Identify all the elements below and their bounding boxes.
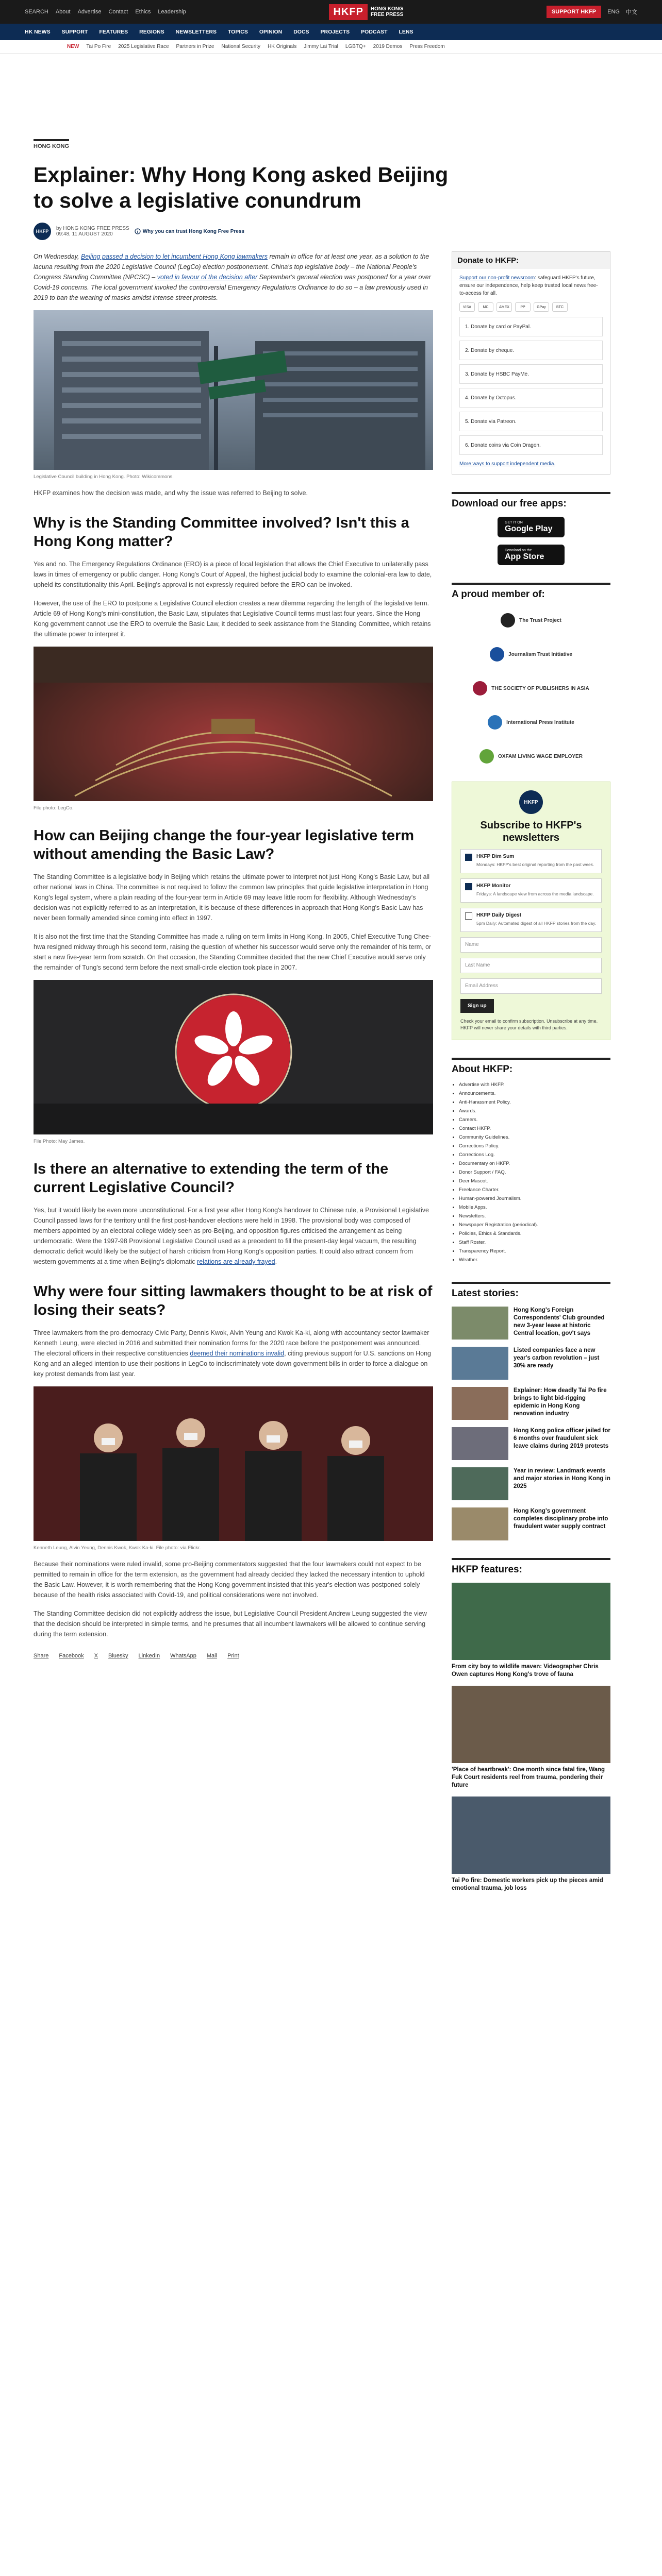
trending-item[interactable]: Jimmy Lai Trial — [304, 44, 338, 49]
nav-item[interactable]: PODCAST — [361, 29, 388, 35]
paypal-icon: PP — [515, 302, 531, 312]
article-body — [34, 251, 433, 1892]
leadership-link[interactable]: Leadership — [158, 9, 186, 15]
about-heading: About HKFP: — [452, 1058, 610, 1075]
option-name: HKFP Daily Digest — [476, 912, 522, 918]
story-title[interactable]: Year in review: Landmark events and major stories in Hong Kong in 2025 — [514, 1468, 610, 1489]
logo-line-2: FREE PRESS — [370, 12, 404, 18]
store-name: App Store — [505, 552, 544, 561]
email-input[interactable]: Email Address — [460, 978, 602, 994]
feature-image — [452, 1583, 610, 1660]
donate-text — [459, 274, 603, 297]
donate-option[interactable]: 2. Donate by cheque. — [459, 341, 603, 360]
share-mail[interactable]: Mail — [206, 1653, 218, 1659]
trending-item[interactable]: Press Freedom — [409, 44, 445, 49]
mastercard-icon: MC — [478, 302, 493, 312]
decision-link[interactable]: Beijing passed a decision to let incumbent Hong Kong lawmakers — [80, 253, 268, 260]
donate-option[interactable]: 6. Donate coins via Coin Dragon. — [459, 435, 603, 455]
section-heading: Why were four sitting lawmakers thought to be at risk of losing their seats? — [34, 1283, 433, 1318]
checkbox-checked[interactable] — [465, 854, 472, 861]
nav-item[interactable]: DOCS — [293, 29, 309, 35]
about-link[interactable]: • Careers. — [459, 1115, 610, 1124]
trending-item[interactable]: 2019 Demos — [373, 44, 403, 49]
story-title[interactable]: Hong Kong's Foreign Correspondents' Club grounded new 3-year lease at historic Central location, gov't says — [514, 1307, 605, 1336]
section-heading: Why is the Standing Committee involved? Isn't this a Hong Kong matter? — [34, 515, 409, 550]
about-link[interactable]: • Donor Support / FAQ. — [459, 1168, 610, 1177]
paragraph-text: Yes, but it would likely be even more unconstitutional. For a first year after Hong Kong's handover to Chinese rule, a Provisional Legislative Council passed laws for the territory until the first post-handover elections were held in 1998. The provisional body was composed of members appointed by an electoral college widely seen as pro-Beijing, and opposition figures criticised the arrangement as being undemocratic. Were the 1997-98 Provisional Legislative Council used as a precedent to fill the present-day legal vacuum, the resulting democratic deficit would likely be the subject of harsh criticism from Hong Kong's opposition parties. It could also attract concern from western governments at a time when Beijing's diplomatic — [34, 1207, 429, 1265]
member-name: OXFAM LIVING WAGE EMPLOYER — [498, 753, 583, 759]
story-title[interactable]: Explainer: How deadly Tai Po fire brings to light bid-rigging epidemic in Hong Kong renovation industry — [514, 1387, 607, 1417]
feature-item[interactable] — [452, 1797, 610, 1892]
section-heading: How can Beijing change the four-year legislative term without amending the Basic Law? — [34, 827, 415, 862]
visa-icon: VISA — [459, 302, 475, 312]
newsletter-logo: HKFP — [519, 790, 543, 814]
store-name: Google Play — [505, 524, 553, 533]
first-name-input[interactable]: Name — [460, 937, 602, 953]
photo-caption: File photo: LegCo. — [34, 805, 74, 811]
article-title: Explainer: Why Hong Kong asked Beijing to solve a legislative conundrum — [34, 163, 449, 212]
story-title[interactable]: Listed companies face a new year's carbon revolution – just 30% are ready — [514, 1347, 600, 1369]
story-title[interactable]: Hong Kong police officer jailed for 6 months over fraudulent sick leave claims during 2019 protests — [514, 1428, 610, 1449]
gpay-icon: GPay — [534, 302, 549, 312]
utility-links — [25, 9, 186, 15]
trust-link-label: Why you can trust Hong Kong Free Press — [142, 228, 244, 234]
trust-project-icon — [501, 613, 515, 628]
lead-text: On Wednesday, — [34, 253, 81, 260]
share-whatsapp[interactable]: WhatsApp — [170, 1653, 196, 1659]
option-name: HKFP Dim Sum — [476, 854, 515, 859]
logo-line-1: HONG KONG — [370, 6, 403, 12]
nav-item[interactable]: NEWSLETTERS — [175, 29, 217, 35]
member-name: Journalism Trust Initiative — [508, 651, 572, 657]
payment-icons — [459, 302, 603, 312]
share-linkedin[interactable]: LinkedIn — [138, 1653, 160, 1659]
trending-item[interactable]: HK Originals — [268, 44, 297, 49]
story-thumbnail — [452, 1467, 508, 1500]
option-desc: 5pm Daily: Automated digest of all HKFP stories from the day. — [476, 921, 597, 926]
nav-item[interactable]: FEATURES — [99, 29, 128, 35]
more-ways-link[interactable]: More ways to support independent media. — [459, 461, 556, 467]
newsletter-option[interactable] — [460, 878, 602, 903]
lang-zh[interactable]: 中文 — [626, 9, 637, 15]
checkbox-checked[interactable] — [465, 883, 472, 890]
app-store-button[interactable] — [498, 545, 565, 565]
latest-heading: Latest stories: — [452, 1282, 610, 1299]
about-link[interactable]: • Community Guidelines. — [459, 1133, 610, 1142]
donate-option[interactable]: 3. Donate by HSBC PayMe. — [459, 364, 603, 384]
newsletter-title: Subscribe to HKFP's newsletters — [480, 820, 582, 843]
feature-item[interactable] — [452, 1686, 610, 1789]
feature-title[interactable]: 'Place of heartbreak': One month since fatal fire, Wang Fuk Court residents reel from trauma, pondering their future — [452, 1767, 605, 1788]
store-small-text: Download on the — [505, 548, 532, 552]
about-link[interactable]: • Advertise with HKFP. — [459, 1080, 610, 1089]
newsletter-box — [452, 782, 610, 1040]
member-name: THE SOCIETY OF PUBLISHERS IN ASIA — [491, 685, 589, 691]
share-x[interactable]: X — [94, 1653, 98, 1659]
author-avatar[interactable]: HKFP — [34, 223, 51, 240]
share-print[interactable]: Print — [227, 1653, 239, 1659]
share-bluesky[interactable]: Bluesky — [108, 1653, 128, 1659]
ipi-logo[interactable] — [452, 708, 610, 736]
about-link[interactable]: • Deer Mascot. — [459, 1177, 610, 1185]
features-heading: HKFP features: — [452, 1558, 610, 1575]
checkbox-unchecked[interactable] — [465, 912, 472, 920]
share-bar — [34, 1653, 433, 1659]
about-link[interactable]: • Weather. — [459, 1256, 610, 1264]
logo-wordmark — [371, 6, 403, 18]
signup-button[interactable]: Sign up — [460, 999, 494, 1013]
donate-box — [452, 251, 610, 474]
relations-link[interactable]: relations are already frayed — [197, 1258, 275, 1265]
advertise-link[interactable]: Advertise — [77, 9, 102, 15]
publish-date: 09:48, 11 AUGUST 2020 — [56, 231, 113, 237]
about-link[interactable]: • Documentary on HKFP. — [459, 1159, 610, 1168]
about-link[interactable]: • Awards. — [459, 1107, 610, 1115]
donate-title: Donate to HKFP: — [452, 252, 610, 269]
legco-chamber-photo — [34, 647, 433, 801]
option-desc: Mondays: HKFP's best original reporting from the past week. — [476, 862, 594, 867]
about-link[interactable]: • Transparency Report. — [459, 1247, 610, 1256]
amex-icon: AMEX — [496, 302, 512, 312]
new-badge: NEW — [67, 44, 79, 49]
body-paragraph: The Standing Committee decision did not explicitly address the issue, but Legislative Council President Andrew Leung suggested the view that the decision should be interpreted in simple terms, and he presumes that all incumbent lawmakers will be allowed to continue serving during the term extension. — [34, 1610, 427, 1638]
donate-desc: : safeguard HKFP's future, ensure our independence, help keep trusted local news free-to-access for all. — [459, 275, 598, 296]
about-link[interactable]: • Corrections Policy. — [459, 1142, 610, 1150]
trust-link[interactable] — [135, 228, 244, 234]
story-title[interactable]: Hong Kong's government completes disciplinary probe into fraudulent water supply contract — [514, 1508, 608, 1530]
chamber-illustration — [34, 647, 433, 801]
member-name: The Trust Project — [519, 617, 561, 623]
body-paragraph: The Standing Committee is a legislative body in Beijing which retains the ultimate power to interpret not just Hong Kong's Basic Law, but all other national laws in China. The committee is not required to follow the common law principles that guide legislative interpretation in Hong Kong's legal system, where a plain reading of the four-year term in Article 69 may leave little room for flexibility. Although Wednesday's decision was not explicitly referred to as an interpretation, it is because of these differences in approach that Hong Kong's Basic Law has never been formally amended since coming into effect in 1997. — [34, 873, 430, 922]
sopa-icon — [473, 681, 487, 696]
about-link[interactable]: • Contact HKFP. — [459, 1124, 610, 1133]
story-item[interactable] — [452, 1347, 610, 1380]
legco-building-photo — [34, 310, 433, 470]
content-columns — [34, 251, 628, 1892]
story-thumbnail — [452, 1387, 508, 1420]
nav-item[interactable]: LENS — [399, 29, 413, 35]
article-header — [34, 54, 628, 240]
lawmakers-illustration — [34, 1386, 433, 1541]
about-link[interactable]: • Staff Roster. — [459, 1238, 610, 1247]
trending-item[interactable]: LGBTQ+ — [345, 44, 366, 49]
feature-item[interactable] — [452, 1583, 610, 1679]
site-logo[interactable] — [329, 4, 403, 20]
article-category[interactable]: HONG KONG — [34, 139, 69, 149]
emblem-illustration — [34, 980, 433, 1134]
info-icon — [135, 228, 141, 234]
newsletter-note: Check your email to confirm subscription. Unsubscribe at any time. HKFP will never share your details with third parties. — [460, 1019, 598, 1030]
photo-caption: Legislative Council building in Hong Kong. Photo: Wikicommons. — [34, 474, 174, 480]
story-thumbnail — [452, 1307, 508, 1340]
body-paragraph — [34, 1205, 433, 1267]
body-paragraph: It is also not the first time that the Standing Committee has made a ruling on term limits in Hong Kong. In 2005, Chief Executive Tung Chee-hwa resigned midway through his second term, raising the question of whether his successor would serve only the remainder of his term, or start a new five-year term from scratch. On that occasion, the Standing Committee decided that the new Chief Executive would serve only the remainder of Tung's second term before the next small-circle election took place in 2007. — [34, 933, 432, 971]
jti-logo[interactable] — [452, 640, 610, 668]
nav-item[interactable]: TOPICS — [227, 29, 248, 35]
feature-title[interactable]: Tai Po fire: Domestic workers pick up the pieces amid emotional trauma, job loss — [452, 1877, 603, 1891]
trending-item[interactable]: Partners in Prize — [176, 44, 214, 49]
jti-icon — [490, 647, 504, 662]
main-nav — [0, 24, 662, 40]
photo-caption: File Photo: May James. — [34, 1139, 85, 1144]
photo-caption: Kenneth Leung, Alvin Yeung, Dennis Kwok, Kwok Ka-ki. File photo: via Flickr. — [34, 1545, 201, 1551]
author-name[interactable]: by HONG KONG FREE PRESS — [56, 226, 129, 231]
story-item[interactable] — [452, 1307, 610, 1340]
share-facebook[interactable]: Facebook — [59, 1653, 84, 1659]
store-small-text: GET IT ON — [505, 520, 523, 524]
emblem-photo — [34, 980, 433, 1134]
nav-item[interactable]: SUPPORT — [61, 29, 88, 35]
building-illustration — [34, 310, 433, 470]
about-link[interactable]: • Corrections Log. — [459, 1150, 610, 1159]
lead-paragraph — [34, 251, 433, 303]
share-label: Share — [34, 1653, 49, 1659]
lead-text: September's general election was postponed for a year over Covid-19 concerns. The local government invoked the controversial Emergency Regulations Ordinance to do so – a law previously used in 2019 to ban the wearing of masks amidst intense street protests. — [34, 274, 431, 301]
oxfam-logo[interactable] — [452, 742, 610, 770]
paragraph-text: Three lawmakers from the pro-democracy Civic Party, Dennis Kwok, Alvin Yeung and Kwok Ka-ki, along with accountancy sector lawmaker Kenneth Leung, were elected in 2016 and submitted their nomination forms for the 2020 race before the postponement was announced. The electoral officers in their respective constituencies — [34, 1329, 429, 1357]
oxfam-icon — [479, 749, 494, 764]
vote-link[interactable]: voted in favour of the decision after — [157, 274, 258, 281]
feature-image — [452, 1797, 610, 1874]
about-link[interactable]: • Human-powered Journalism. — [459, 1194, 610, 1203]
top-bar — [0, 0, 662, 24]
nav-item[interactable]: OPINION — [259, 29, 283, 35]
about-link[interactable]: • Policies, Ethics & Standards. — [459, 1229, 610, 1238]
lead-text: remain in office for at least one year, as a solution to the lacuna resulting from the 2020 Legislative Council (LegCo) election postponement. China's top legislative body – the National People's Congress Standing Committee (NPCSC) – — [34, 253, 429, 281]
trending-bar — [0, 40, 662, 54]
nav-item[interactable]: REGIONS — [139, 29, 164, 35]
about-link[interactable]: • Newsletters. — [459, 1212, 610, 1221]
body-paragraph: Yes and no. The Emergency Regulations Ordinance (ERO) is a piece of local legislation that allows the Chief Executive to unilaterally pass laws in times of emergency or public danger. Hong Kong's Court of Appeal, the highest judicial body to examine the colonial-era law to date, upheld its constitutionality this April. Beijing's approval is not expressly required before the ERO can be invoked. — [34, 561, 432, 588]
newsletter-option[interactable] — [460, 908, 602, 932]
nav-item[interactable]: HK NEWS — [25, 29, 51, 35]
newsletter-option[interactable] — [460, 849, 602, 873]
bitcoin-icon: BTC — [552, 302, 568, 312]
body-paragraph: HKFP examines how the decision was made, and why the issue was referred to Beijing to solve. — [34, 489, 308, 497]
about-list — [452, 1080, 610, 1264]
logo-mark: HKFP — [329, 4, 367, 20]
story-thumbnail — [452, 1347, 508, 1380]
body-paragraph: However, the use of the ERO to postpone a Legislative Council election creates a new dilemma regarding the length of the legislative term. Article 69 of Hong Kong's mini-constitution, the Basic Law, stipulates that Legislative Council terms must last four years. Since the Hong Kong government cannot use the ERO to overrule the Basic Law, it decided to seek assistance from the Standing Committee, which retains the ultimate power to interpret it. — [34, 600, 431, 638]
paragraph-text: . — [275, 1258, 277, 1265]
donate-option[interactable]: 5. Donate via Patreon. — [459, 412, 603, 431]
support-button[interactable]: SUPPORT HKFP — [547, 6, 601, 18]
member-heading: A proud member of: — [452, 583, 610, 600]
page-wrapper — [0, 54, 662, 1892]
trending-item[interactable]: National Security — [221, 44, 261, 49]
about-link[interactable]: • Freelance Charter. — [459, 1185, 610, 1194]
about-link[interactable]: • Newspaper Registration (periodical). — [459, 1221, 610, 1229]
contact-link[interactable]: Contact — [108, 9, 128, 15]
about-link[interactable]: • Anti-Harassment Policy. — [459, 1098, 610, 1107]
ethics-link[interactable]: Ethics — [135, 9, 151, 15]
trust-project-logo[interactable] — [452, 606, 610, 634]
option-name: HKFP Monitor — [476, 883, 511, 889]
lang-eng[interactable]: ENG — [607, 9, 620, 15]
feature-image — [452, 1686, 610, 1763]
paragraph-text: , citing previous support for U.S. sanctions on Hong Kong and an alleged intention to use their positions in LegCo to indiscriminately vote down government bills in order to force a dialogue on key protest demands from last year. — [34, 1350, 432, 1378]
donate-link[interactable]: Support our non-profit newsroom — [459, 275, 535, 281]
about-link[interactable]: About — [55, 9, 71, 15]
story-item[interactable] — [452, 1387, 610, 1420]
story-item[interactable] — [452, 1467, 610, 1500]
sopa-logo[interactable] — [452, 674, 610, 702]
nominations-link[interactable]: deemed their nominations invalid — [190, 1350, 285, 1357]
about-link[interactable]: • Announcements. — [459, 1089, 610, 1098]
donate-option[interactable]: 4. Donate by Octopus. — [459, 388, 603, 408]
about-link[interactable]: • Mobile Apps. — [459, 1203, 610, 1212]
apps-heading: Download our free apps: — [452, 492, 610, 510]
option-desc: Fridays: A landscape view from across the media landscape. — [476, 891, 594, 896]
ipi-icon — [488, 715, 502, 730]
trending-item[interactable]: Tai Po Fire — [86, 44, 111, 49]
top-right — [547, 6, 637, 18]
body-paragraph — [34, 1328, 433, 1379]
body-paragraph: Because their nominations were ruled invalid, some pro-Beijing commentators suggested that the four lawmakers could not expect to be permitted to remain in office for the term extension, as the government had already decided they lacked the necessary intention to uphold the Basic Law. However, it is worth remembering that the Hong Kong government insisted that this year's election was postponed solely because of the health risks associated with Covid-19, and political considerations were not involved. — [34, 1561, 425, 1599]
nav-item[interactable]: PROJECTS — [320, 29, 350, 35]
section-heading: Is there an alternative to extending the term of the current Legislative Council? — [34, 1161, 389, 1196]
trending-item[interactable]: 2025 Legislative Race — [118, 44, 169, 49]
search-link[interactable]: SEARCH — [25, 9, 48, 15]
story-thumbnail — [452, 1427, 508, 1460]
member-name: International Press Institute — [506, 719, 574, 725]
donate-option[interactable]: 1. Donate by card or PayPal. — [459, 317, 603, 336]
feature-title[interactable]: From city boy to wildlife maven: Videographer Chris Owen captures Hong Kong's trove of fauna — [452, 1664, 599, 1677]
lawmakers-photo — [34, 1386, 433, 1541]
story-item[interactable] — [452, 1427, 610, 1460]
last-name-input[interactable]: Last Name — [460, 958, 602, 973]
byline-text — [56, 226, 129, 237]
sidebar — [452, 251, 610, 1892]
google-play-button[interactable] — [498, 517, 565, 537]
story-thumbnail — [452, 1507, 508, 1540]
byline — [34, 223, 628, 240]
story-item[interactable] — [452, 1507, 610, 1540]
